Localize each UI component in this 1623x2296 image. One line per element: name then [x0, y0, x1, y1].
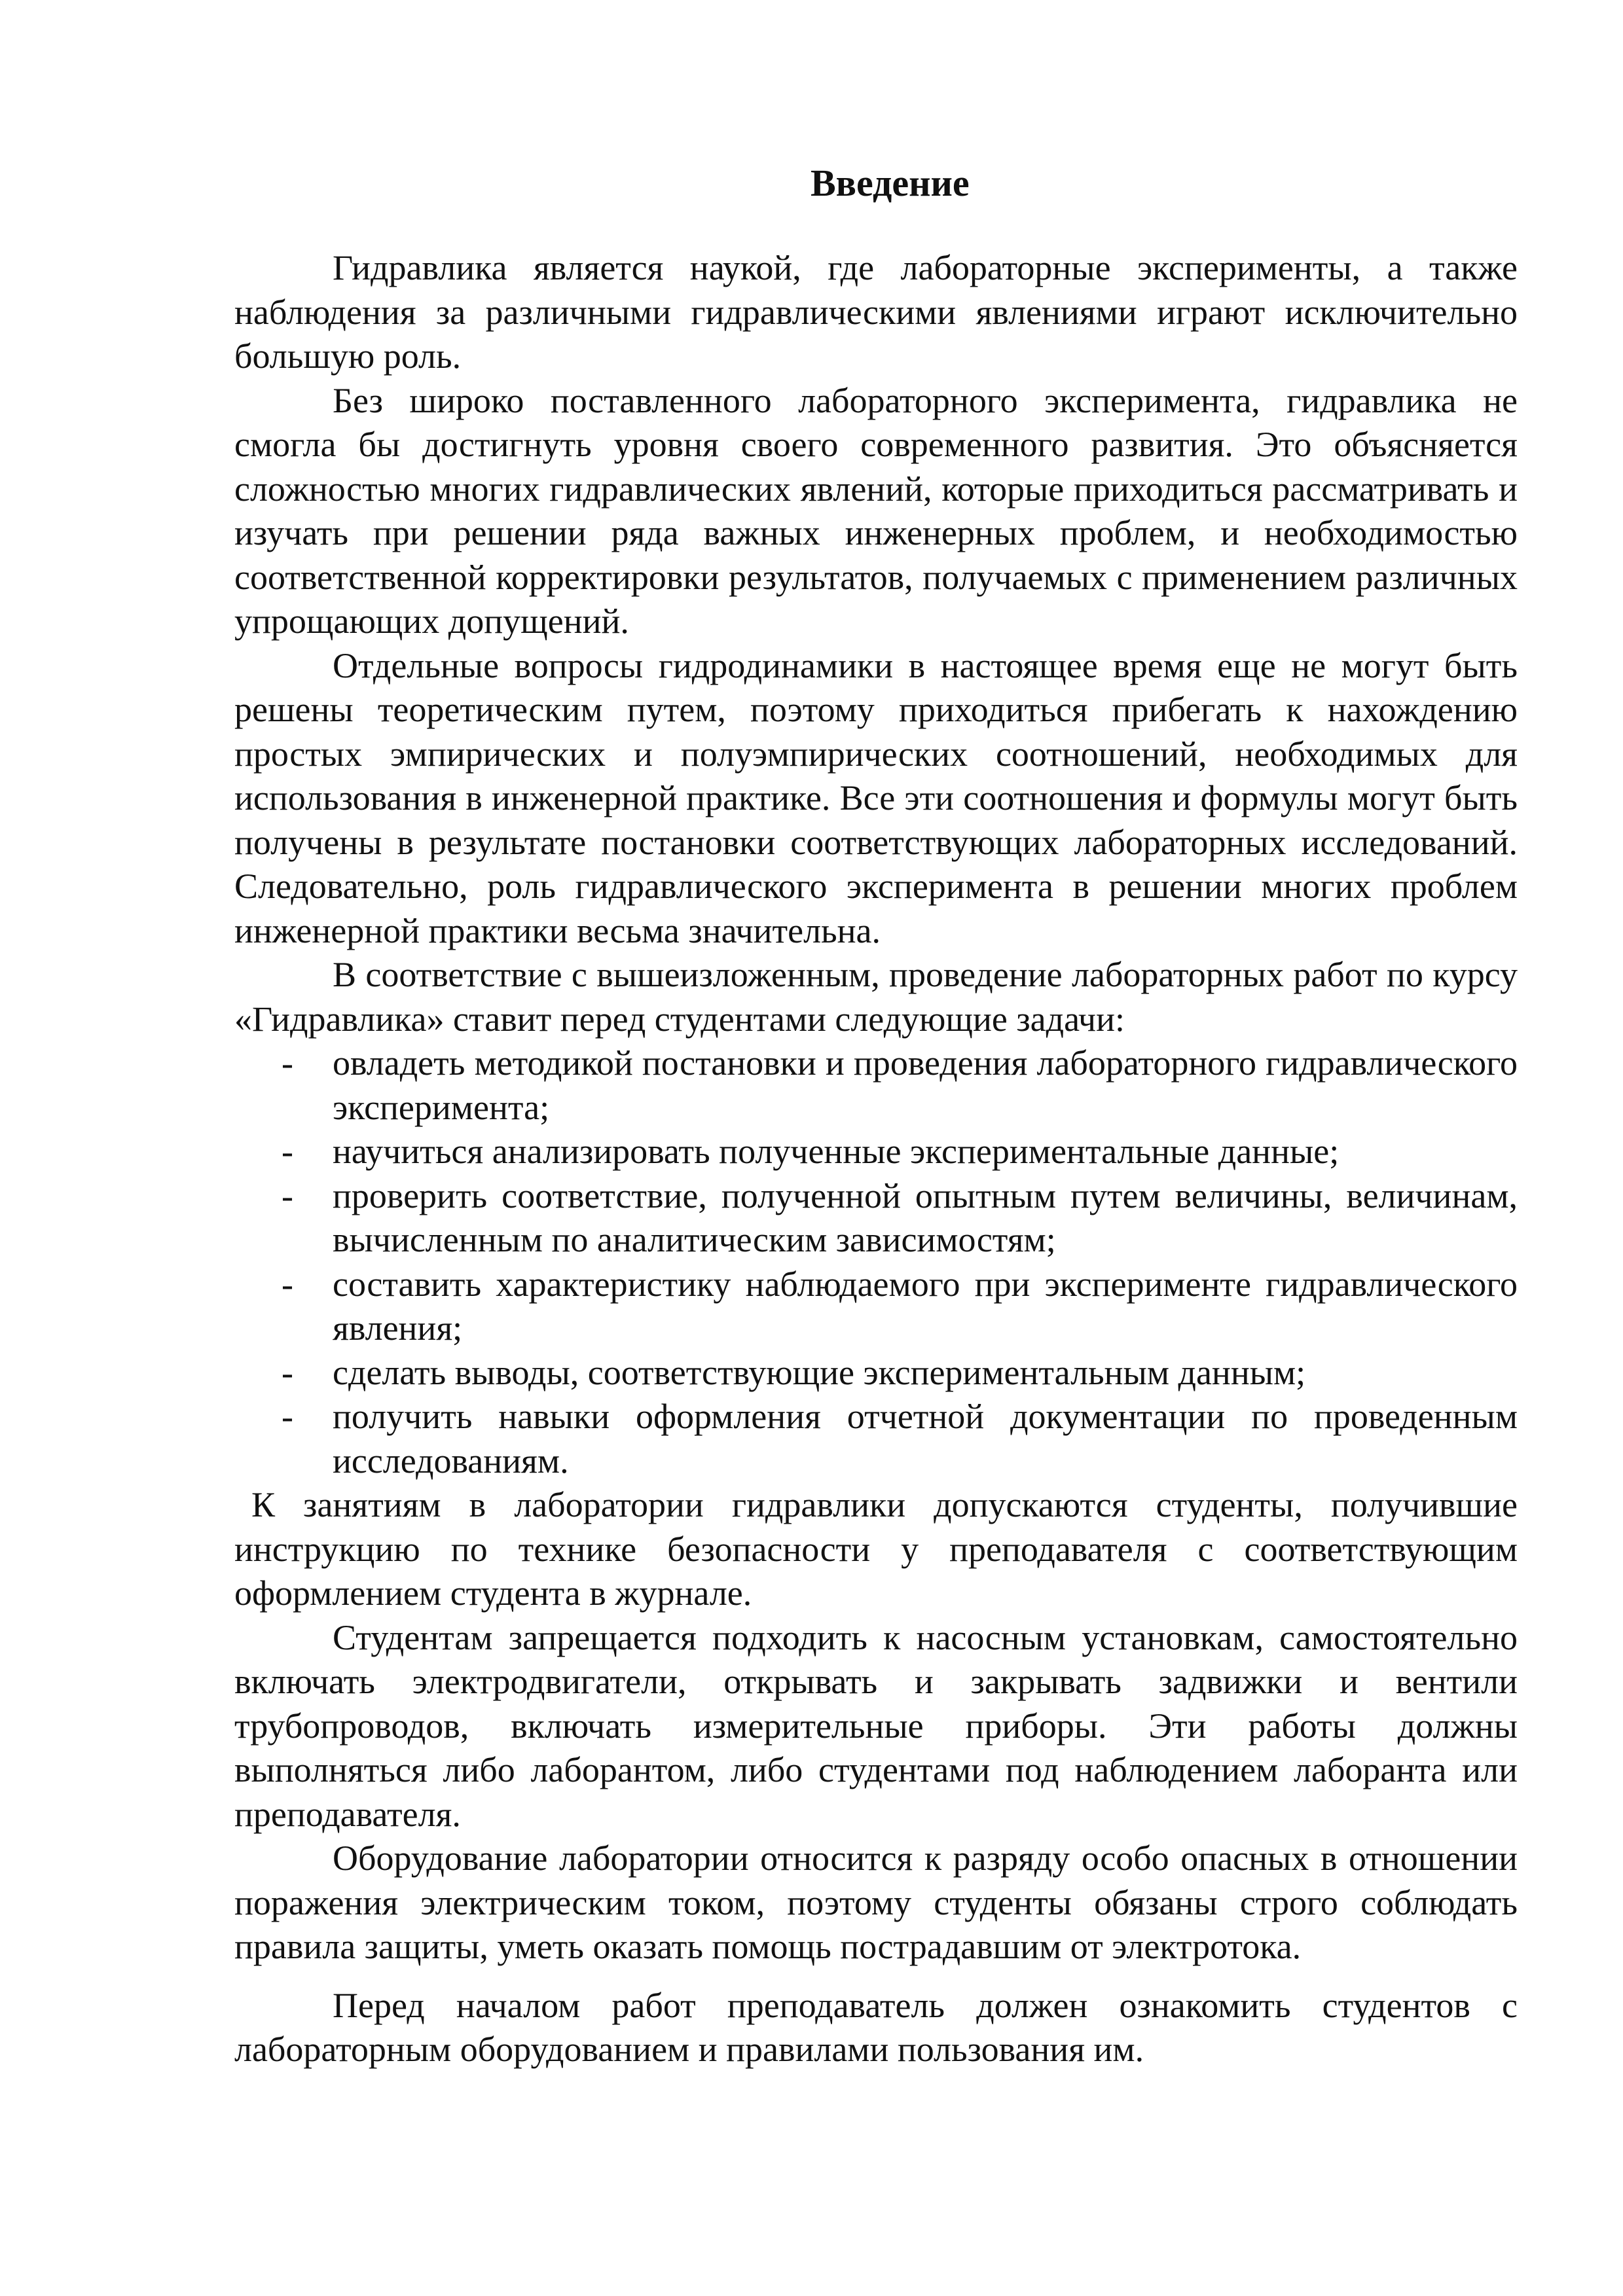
list-item-text: проверить соответствие, полученной опытным путем величины, величинам, вычисленным по аналитическим зависимостям;	[333, 1175, 1518, 1259]
paragraph-intro: Гидравлика является наукой, где лабораторные эксперименты, а также наблюдения за различными гидравлическими явлениями играют исключительно большую роль.	[234, 248, 1518, 376]
paragraph-admission: К занятиям в лаборатории гидравлики допускаются студенты, получившие инструкцию по технике безопасности у преподавателя с соответствующим оформлением студента в журнале.	[234, 1485, 1518, 1613]
list-dash: -	[282, 1352, 293, 1392]
document-page	[234, 157, 1518, 2072]
list-item	[282, 1395, 1518, 1483]
list-dash: -	[282, 1175, 293, 1215]
list-item	[282, 1263, 1518, 1351]
list-dash: -	[282, 1264, 293, 1304]
paragraph-hydrodynamics: Отдельные вопросы гидродинамики в настоящее время еще не могут быть решены теоретическим путем, поэтому приходиться прибегать к нахождению простых эмпирических и полуэмпирических соотношений, необходимых для использования в инженерной практике. Все эти соотношения и формулы могут быть получены в результате постановки соответствующих лабораторных исследований. Следовательно, роль гидравлического эксперимента в решении многих проблем инженерной практики весьма значительна.	[234, 645, 1518, 950]
tasks-list	[234, 1041, 1518, 1483]
paragraph-tasks-intro: В соответствие с вышеизложенным, проведение лабораторных работ по курсу «Гидравлика» ставит перед студентами следующие задачи:	[234, 955, 1518, 1039]
list-item-text: получить навыки оформления отчетной документации по проведенным исследованиям.	[333, 1397, 1518, 1480]
page-title: Введение	[811, 162, 970, 204]
list-item-text: сделать выводы, соответствующие экспериментальным данным;	[333, 1352, 1306, 1392]
list-dash: -	[282, 1132, 293, 1171]
paragraph-safety: Оборудование лаборатории относится к разряду особо опасных в отношении поражения электрическим током, поэтому студенты обязаны строго соблюдать правила защиты, уметь оказать помощь пострадавшим от электротока.	[234, 1839, 1518, 1966]
list-item-text: овладеть методикой постановки и проведения лабораторного гидравлического эксперимента;	[333, 1043, 1518, 1127]
list-item	[282, 1174, 1518, 1263]
list-item-text: научиться анализировать полученные экспериментальные данные;	[333, 1132, 1340, 1171]
list-item	[282, 1130, 1518, 1174]
list-dash: -	[282, 1397, 293, 1436]
paragraph-prohibitions: Студентам запрещается подходить к насосным установкам, самостоятельно включать электродвигатели, открывать и закрывать задвижки и вентили трубопроводов, включать измерительные приборы. Эти работы должны выполняться либо лаборантом, либо студентами под наблюдением лаборанта или преподавателя.	[234, 1617, 1518, 1834]
paragraph-familiarization: Перед началом работ преподаватель должен ознакомить студентов с лабораторным оборудованием и правилами пользования им.	[234, 1985, 1518, 2069]
list-item	[282, 1041, 1518, 1130]
list-dash: -	[282, 1043, 293, 1083]
list-item-text: составить характеристику наблюдаемого при эксперименте гидравлического явления;	[333, 1264, 1518, 1348]
list-item	[282, 1351, 1518, 1395]
paragraph-experiment: Без широко поставленного лабораторного эксперимента, гидравлика не смогла бы достигнуть уровня своего современного развития. Это объясняется сложностью многих гидравлических явлений, которые приходиться рассматривать и изучать при решении ряда важных инженерных проблем, и необходимостью соответственной корректировки результатов, получаемых с применением различных упрощающих допущений.	[234, 380, 1518, 641]
